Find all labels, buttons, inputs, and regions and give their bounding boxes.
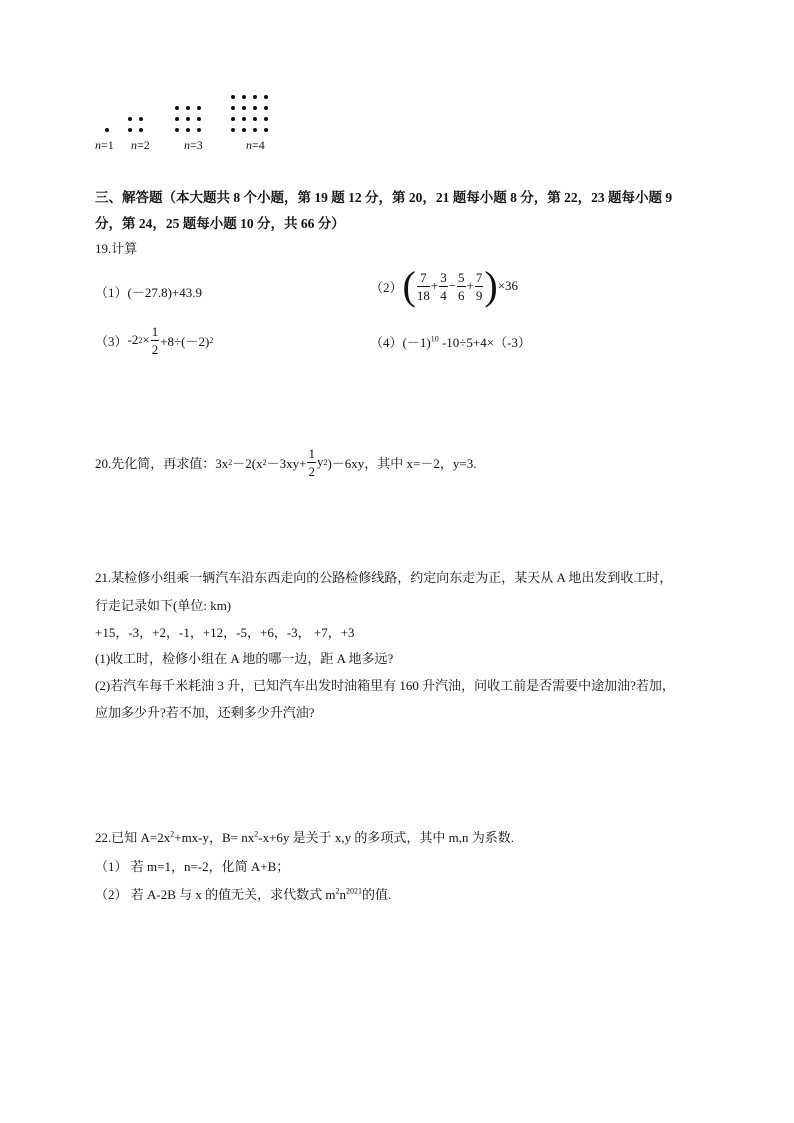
dot bbox=[197, 117, 201, 121]
section-heading-line2: 分，第 24，25 题每小题 10 分，共 66 分） bbox=[95, 216, 345, 231]
q21-line5: (2)若汽车每千米耗油 3 升，已知汽车出发时油箱里有 160 升汽油，问收工前是否需要中途加油?若加， bbox=[95, 678, 675, 693]
dot bbox=[175, 106, 179, 110]
dot bbox=[128, 128, 132, 132]
dot bbox=[175, 128, 179, 132]
dot bbox=[105, 128, 109, 132]
dot bbox=[231, 106, 235, 110]
q21-line2: 行走记录如下(单位: km) bbox=[95, 598, 232, 613]
q19-part2: （2） ( $\frac{7}{18}$ + $\frac{3}{4}$ − $\frac{5}{6}$ + $\frac{7}{9}$ ) ×36 bbox=[370, 263, 519, 308]
q21-line6: 应加多少升?若不加，还剩多少升汽油? bbox=[95, 705, 315, 720]
dot bbox=[264, 117, 268, 121]
q22-line2: （1） 若 m=1，n=-2，化简 A+B； bbox=[95, 859, 290, 874]
q20: 20.先化简，再求值：3x 2 －2(x 2 －3xy+ $\frac{1}{2}$ y 2 )－6xy，其中 x=－2，y=3. bbox=[95, 445, 477, 479]
dot bbox=[253, 117, 257, 121]
dot bbox=[242, 117, 246, 121]
label-n4: n=4 bbox=[246, 138, 265, 152]
q19-title: 19.计算 bbox=[95, 241, 138, 256]
q21-line1: 21.某检修小组乘一辆汽车沿东西走向的公路检修线路，约定向东走为正，某天从 A 地出发到收工时， bbox=[95, 570, 673, 585]
dot bbox=[197, 106, 201, 110]
dot bbox=[231, 95, 235, 99]
dot bbox=[264, 95, 268, 99]
dot bbox=[264, 128, 268, 132]
dot bbox=[186, 106, 190, 110]
q22-line1: 22.已知 $A=2x^2+mx-y$，$B= nx^2-x+6y$ 是关于 x,y 的多项式，其中 m,n 为系数. bbox=[95, 829, 515, 845]
label-n2: n=2 bbox=[131, 138, 150, 152]
q19-part1: （1）(－27.8)+43.9 bbox=[95, 285, 202, 300]
dot bbox=[242, 95, 246, 99]
dot bbox=[186, 117, 190, 121]
q19-part3: （3） -2 2 × $\frac{1}{2}$ +8÷(－2) 2 bbox=[95, 323, 214, 357]
dot bbox=[197, 128, 201, 132]
q21-line3: +15，-3，+2，-1，+12，-5，+6，-3， +7，+3 bbox=[95, 625, 355, 640]
dot bbox=[242, 128, 246, 132]
dot bbox=[231, 117, 235, 121]
dot bbox=[175, 117, 179, 121]
q19-part3-frac: $\frac{1}{2}$ bbox=[151, 323, 159, 357]
dot bbox=[264, 106, 268, 110]
dot bbox=[253, 128, 257, 132]
q22-line3: （2） 若 A-2B 与 x 的值无关，求代数式 $m^2n^{2021}$的值. bbox=[95, 886, 392, 902]
q19-part4: $(4)(-1)^{10}$ -10÷5+4×（-3） bbox=[370, 334, 531, 350]
dot bbox=[139, 117, 143, 121]
q20-frac: $\frac{1}{2}$ bbox=[308, 445, 315, 479]
label-n3: n=3 bbox=[184, 138, 203, 152]
q19-part2-frac4: $\frac{7}{9}$ bbox=[475, 269, 483, 303]
dot bbox=[242, 106, 246, 110]
q21-line4: (1)收工时，检修小组在 A 地的哪一边，距 A 地多远? bbox=[95, 651, 394, 666]
section-heading-line1: 三、解答题（本大题共 8 个小题，第 19 题 12 分，第 20，21 题每小题 8 分，第 22，23 题每小题 9 bbox=[95, 190, 673, 205]
q19-part2-frac2: $\frac{3}{4}$ bbox=[440, 269, 447, 303]
q19-part2-label: （2） bbox=[370, 279, 403, 295]
dot bbox=[253, 106, 257, 110]
q19-part2-frac1: $\frac{7}{18}$ bbox=[416, 269, 430, 303]
label-n1: n=1 bbox=[95, 138, 114, 152]
dot bbox=[231, 128, 235, 132]
dot bbox=[186, 128, 190, 132]
q19-part2-frac3: $\frac{5}{6}$ bbox=[458, 269, 465, 303]
dot bbox=[128, 117, 132, 121]
dot bbox=[253, 95, 257, 99]
dot bbox=[139, 128, 143, 132]
